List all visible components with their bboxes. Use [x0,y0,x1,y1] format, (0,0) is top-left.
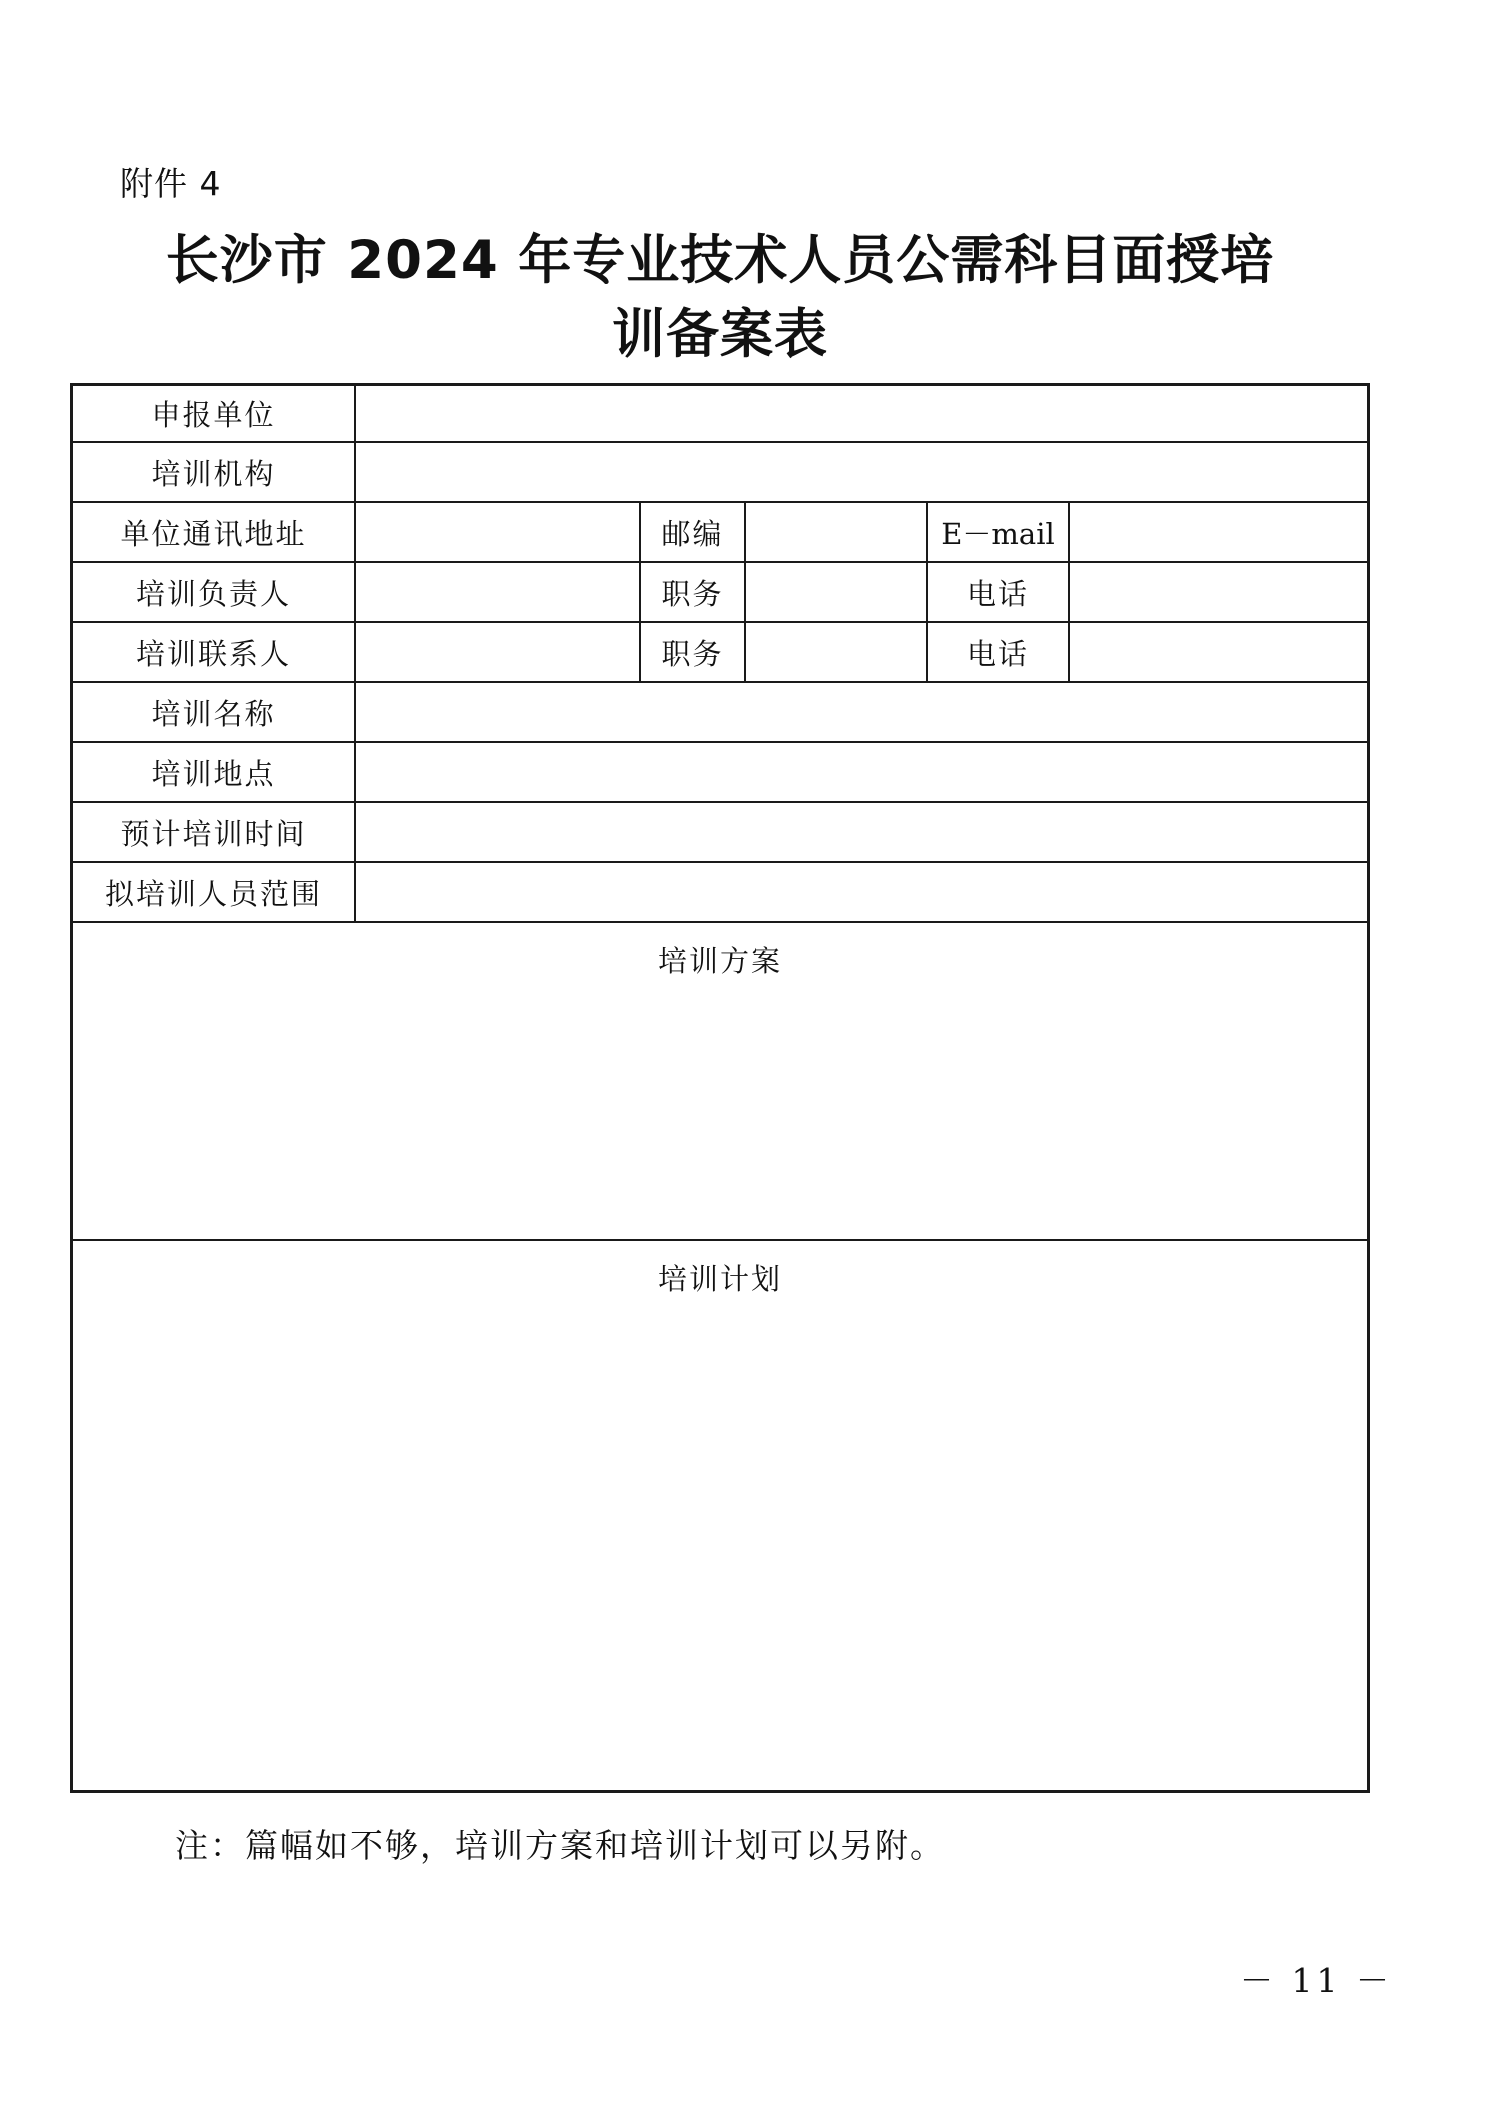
training-schedule-section[interactable] [73,1241,1367,1790]
row-planned-time [73,803,1367,863]
email-field[interactable] [1070,503,1367,561]
reporting-unit-field[interactable] [356,386,1367,441]
training-name-label: 培训名称 [73,683,356,741]
row-training-institution [73,443,1367,503]
contact-position-label: 职务 [641,623,746,681]
attachment-label: 附件 4 [120,164,222,203]
training-lead-label: 培训负责人 [73,563,356,621]
row-training-name [73,683,1367,743]
postcode-field[interactable] [746,503,928,561]
training-name-field[interactable] [356,683,1367,741]
row-reporting-unit [73,386,1367,443]
contact-phone-label: 电话 [928,623,1070,681]
lead-position-label: 职务 [641,563,746,621]
contact-phone-field[interactable] [1070,623,1367,681]
form-title-line1: 长沙市 2024 年专业技术人员公需科目面授培 [165,230,1275,291]
training-institution-label: 培训机构 [73,443,356,501]
planned-time-label: 预计培训时间 [73,803,356,861]
page-number: － 11 － [1240,1961,1393,2000]
training-location-label: 培训地点 [73,743,356,801]
footnote: 注：篇幅如不够，培训方案和培训计划可以另附。 [175,1826,945,1865]
training-plan-label: 培训方案 [657,944,782,978]
training-plan-section[interactable] [73,923,1367,1241]
reporting-unit-label: 申报单位 [73,386,356,441]
email-label: E－mail [928,503,1070,561]
row-training-lead [73,563,1367,623]
row-address [73,503,1367,563]
row-training-contact [73,623,1367,683]
lead-phone-label: 电话 [928,563,1070,621]
address-label: 单位通讯地址 [73,503,356,561]
contact-position-field[interactable] [746,623,928,681]
lead-position-field[interactable] [746,563,928,621]
filing-form-table [70,383,1370,1793]
training-schedule-label: 培训计划 [657,1262,782,1296]
postcode-label: 邮编 [641,503,746,561]
training-institution-field[interactable] [356,443,1367,501]
training-lead-field[interactable] [356,563,641,621]
row-training-location [73,743,1367,803]
training-location-field[interactable] [356,743,1367,801]
lead-phone-field[interactable] [1070,563,1367,621]
row-intended-trainees [73,863,1367,923]
planned-time-field[interactable] [356,803,1367,861]
form-title-line2: 训备案表 [612,304,828,365]
training-contact-field[interactable] [356,623,641,681]
intended-trainees-field[interactable] [356,863,1367,921]
intended-trainees-label: 拟培训人员范围 [73,863,356,921]
address-field[interactable] [356,503,641,561]
training-contact-label: 培训联系人 [73,623,356,681]
